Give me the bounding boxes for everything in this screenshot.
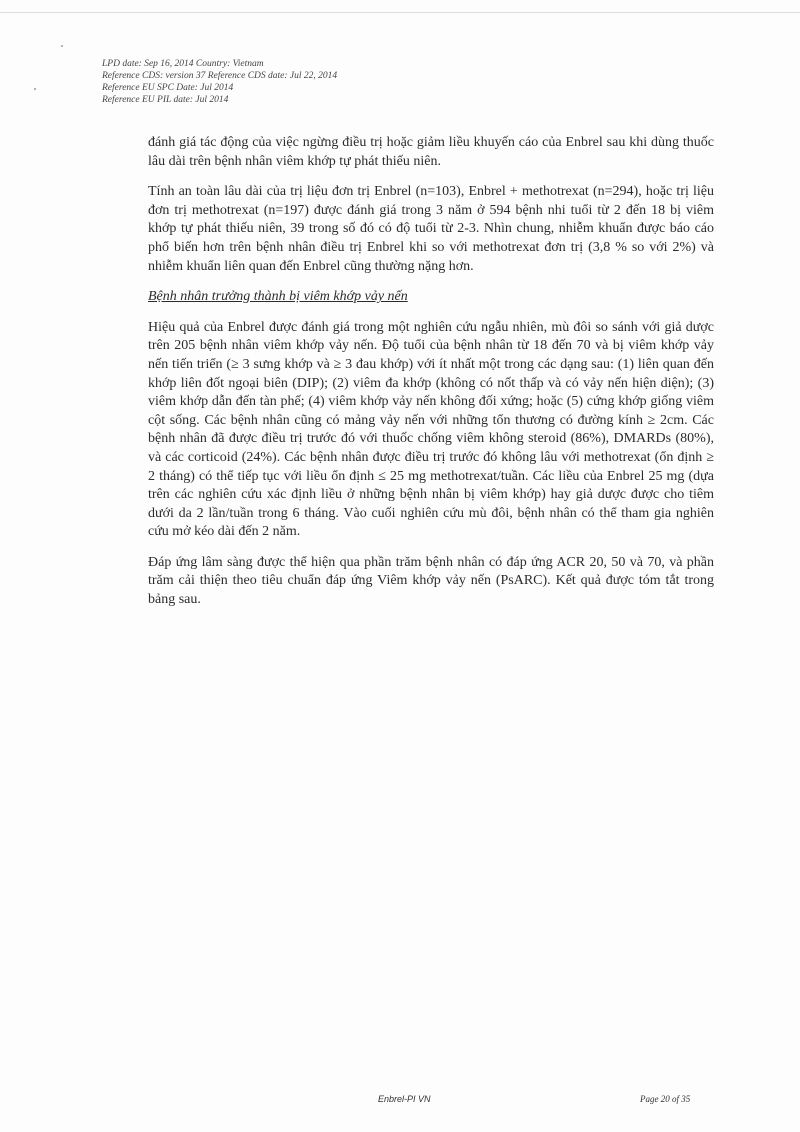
document-body xyxy=(148,134,714,622)
paragraph-long-term-safety: Tính an toàn lâu dài của trị liệu đơn trị Enbrel (n=103), Enbrel + methotrexat (n=294), hoặc trị liệu đơn trị methotrexat (n=197) được đánh giá trong 3 năm ở 594 bệnh nhi tuổi từ 2 đến 18 bị viêm khớp tự phát thiếu niên, 39 trong số đó có độ tuổi từ 2-3. Nhìn chung, nhiễm khuẩn được báo cáo phổ biến hơn trên bệnh nhân điều trị Enbrel khi so với methotrexat đơn trị (3,8 % so với 2%) và nhiễm khuẩn liên quan đến Enbrel cũng thường nặng hơn. xyxy=(148,184,714,274)
scan-speck xyxy=(61,45,63,47)
header-cds-line: Reference CDS: version 37 Reference CDS date: Jul 22, 2014 xyxy=(102,71,338,81)
document-header xyxy=(102,58,337,106)
footer-document-name: Enbrel-PI VN xyxy=(378,1094,431,1104)
header-lpd-line: LPD date: Sep 16, 2014 Country: Vietnam xyxy=(102,59,264,69)
paragraph-study-design: Hiệu quả của Enbrel được đánh giá trong một nghiên cứu ngẫu nhiên, mù đôi so sánh với giả dược trên 205 bệnh nhân viêm khớp vảy nến. Độ tuổi của bệnh nhân từ 18 đến 70 và bị viêm khớp vảy nến tiến triển (≥ 3 sưng khớp và ≥ 3 đau khớp) với ít nhất một trong các dạng sau: (1) liên quan đến khớp liên đốt ngoại biên (DIP); (2) viêm đa khớp (không có nốt thấp và có vảy nến hiện diện); (3) viêm khớp dẫn đến tàn phế; (4) viêm khớp vảy nến không đối xứng; hoặc (5) cứng khớp giống viêm cột sống. Các bệnh nhân cũng có mảng vảy nến với những tổn thương có đường kính ≥ 2cm. Các bệnh nhân đã được điều trị trước đó với thuốc chống viêm không steroid (86%), DMARDs (80%), và các corticoid (24%). Các bệnh nhân được điều trị trước đó không lâu với methotrexat (ổn định ≥ 2 tháng) có thể tiếp tục với liều ổn định ≤ 25 mg methotrexat/tuần. Các liều của Enbrel 25 mg (dựa trên các nghiên cứu xác định liều ở những bệnh nhân bị viêm khớp) hay giả dược được cho tiêm dưới da 2 lần/tuần trong 6 tháng. Vào cuối nghiên cứu mù đôi, bệnh nhân có thể tham gia nghiên cứu mở kéo dài đến 2 năm. xyxy=(148,319,714,540)
section-heading: Bệnh nhân trưởng thành bị viêm khớp vảy nến xyxy=(148,289,408,305)
header-pil-line: Reference EU PIL date: Jul 2014 xyxy=(102,95,229,105)
scan-speck xyxy=(34,88,36,90)
paragraph-clinical-response: Đáp ứng lâm sàng được thể hiện qua phần trăm bệnh nhân có đáp ứng ACR 20, 50 và 70, và phần trăm cải thiện theo tiêu chuẩn đáp ứng Viêm khớp vảy nến (PsARC). Kết quả được tóm tắt trong bảng sau. xyxy=(148,554,714,608)
top-rule xyxy=(0,12,800,13)
header-spc-line: Reference EU SPC Date: Jul 2014 xyxy=(102,83,234,93)
footer-page-number: Page 20 of 35 xyxy=(640,1094,691,1104)
paragraph-continuation: đánh giá tác động của việc ngừng điều trị hoặc giảm liều khuyến cáo của Enbrel sau khi dùng thuốc lâu dài trên bệnh nhân viêm khớp tự phát thiếu niên. xyxy=(148,135,714,169)
